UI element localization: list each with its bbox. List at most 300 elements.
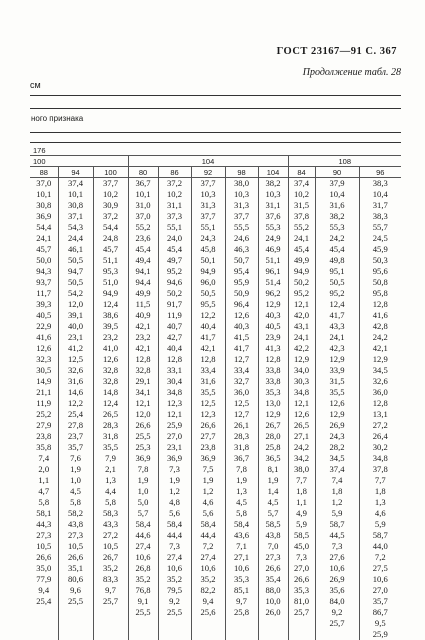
data-column bbox=[158, 178, 191, 640]
table-cell: 25,9 bbox=[360, 629, 402, 640]
table-cell: 9,4 bbox=[30, 585, 58, 596]
table-cell: 55,5 bbox=[226, 222, 258, 233]
table-cell: 35,3 bbox=[259, 387, 288, 398]
table-cell: 43,1 bbox=[289, 321, 315, 332]
table-cell: 7,0 bbox=[259, 541, 288, 552]
table-cell: 7,5 bbox=[192, 464, 225, 475]
table-cell: 26,6 bbox=[259, 563, 288, 574]
table-cell: 26,6 bbox=[129, 420, 158, 431]
table-cell: 1,3 bbox=[94, 475, 128, 486]
table-cell: 40,0 bbox=[59, 321, 93, 332]
table-cell: 43,8 bbox=[59, 519, 93, 530]
table-cell: 34,0 bbox=[289, 365, 315, 376]
table-cell: 79,5 bbox=[159, 585, 191, 596]
column-header: 100 bbox=[93, 167, 128, 178]
table-cell: 95,2 bbox=[316, 288, 359, 299]
table-cell: 11,7 bbox=[30, 288, 58, 299]
table-cell: 50,9 bbox=[226, 288, 258, 299]
table-cell: 31,0 bbox=[129, 200, 158, 211]
table-cell: 32,6 bbox=[59, 365, 93, 376]
table-cell: 82,2 bbox=[192, 585, 225, 596]
table-cell: 12,6 bbox=[226, 310, 258, 321]
table-cell: 55,3 bbox=[259, 222, 288, 233]
table-cell: 58,7 bbox=[316, 519, 359, 530]
group-header-cell: 108 bbox=[288, 156, 401, 167]
table-cell: 1,0 bbox=[129, 486, 158, 497]
table-cell: 2,0 bbox=[30, 464, 58, 475]
table-cell: 4,6 bbox=[192, 497, 225, 508]
table-cell: 7,7 bbox=[360, 475, 402, 486]
header-row-top bbox=[30, 145, 401, 156]
table-cell: 7,1 bbox=[226, 541, 258, 552]
table-cell: 12,9 bbox=[259, 409, 288, 420]
table-cell: 42,1 bbox=[129, 321, 158, 332]
table-cell: 27,7 bbox=[192, 431, 225, 442]
table-cell: 10,2 bbox=[94, 189, 128, 200]
table-cell: 50,5 bbox=[59, 277, 93, 288]
table-cell: 1,9 bbox=[259, 475, 288, 486]
table-cell: 14,8 bbox=[94, 387, 128, 398]
table-cell: 51,0 bbox=[94, 277, 128, 288]
table-cell: 26,7 bbox=[259, 420, 288, 431]
table-cell: 28,0 bbox=[259, 431, 288, 442]
table-cell: 42,2 bbox=[289, 343, 315, 354]
table-cell: 7,8 bbox=[129, 464, 158, 475]
table-cell: 25,4 bbox=[59, 409, 93, 420]
table-cell: 27,1 bbox=[289, 431, 315, 442]
table-cell: 12,5 bbox=[192, 398, 225, 409]
table-cell: 36,9 bbox=[159, 453, 191, 464]
table-cell: 35,2 bbox=[192, 574, 225, 585]
table-cell: 9,7 bbox=[94, 585, 128, 596]
table-cell: 37,7 bbox=[94, 178, 128, 189]
table-cell: 4,4 bbox=[94, 486, 128, 497]
table-cell: 37,7 bbox=[192, 211, 225, 222]
table-cell: 44,6 bbox=[129, 530, 158, 541]
table-cell: 40,7 bbox=[159, 321, 191, 332]
table-cell: 24,1 bbox=[316, 332, 359, 343]
table-cell: 35,5 bbox=[316, 387, 359, 398]
table-cell: 12,0 bbox=[129, 409, 158, 420]
table-cell: 26,5 bbox=[94, 409, 128, 420]
table-cell: 24,3 bbox=[192, 233, 225, 244]
column-header: 92 bbox=[191, 167, 225, 178]
table-cell: 58,5 bbox=[289, 530, 315, 541]
table-cell: 55,1 bbox=[192, 222, 225, 233]
table-cell: 12,2 bbox=[192, 310, 225, 321]
table-cell: 1,8 bbox=[316, 486, 359, 497]
table-cell: 54,3 bbox=[59, 222, 93, 233]
table-cell: 31,7 bbox=[360, 200, 402, 211]
table-cell: 94,3 bbox=[30, 266, 58, 277]
table-cell: 55,2 bbox=[289, 222, 315, 233]
table-cell: 81,0 bbox=[289, 596, 315, 607]
table-cell: 10,3 bbox=[192, 189, 225, 200]
table-cell: 94,4 bbox=[129, 277, 158, 288]
table-cell: 38,3 bbox=[360, 178, 402, 189]
column-header: 84 bbox=[288, 167, 315, 178]
rule-line bbox=[30, 132, 401, 133]
table-cell: 58,5 bbox=[259, 519, 288, 530]
column-header: 104 bbox=[258, 167, 288, 178]
table-cell: 23,2 bbox=[94, 332, 128, 343]
table-cell: 9,7 bbox=[226, 596, 258, 607]
table-cell: 28,3 bbox=[94, 420, 128, 431]
table-cell: 35,4 bbox=[259, 574, 288, 585]
table-cell: 10,6 bbox=[192, 563, 225, 574]
table-cell: 94,9 bbox=[289, 266, 315, 277]
table-cell: 55,3 bbox=[316, 222, 359, 233]
table-cell: 12,2 bbox=[59, 398, 93, 409]
table-cell: 43,3 bbox=[316, 321, 359, 332]
table-cell: 25,3 bbox=[129, 442, 158, 453]
table-cell: 44,5 bbox=[316, 530, 359, 541]
table-cell: 24,1 bbox=[289, 233, 315, 244]
table-cell: 24,0 bbox=[159, 233, 191, 244]
table-cell: 38,2 bbox=[259, 178, 288, 189]
table-cell: 10,5 bbox=[30, 541, 58, 552]
table-cell: 27,3 bbox=[59, 530, 93, 541]
table-cell: 32,7 bbox=[226, 376, 258, 387]
data-column bbox=[93, 178, 128, 640]
table-cell: 24,1 bbox=[30, 233, 58, 244]
table-cell: 12,4 bbox=[316, 299, 359, 310]
table-cell: 27,2 bbox=[94, 530, 128, 541]
table-cell: 27,0 bbox=[159, 431, 191, 442]
table-cell: 45,4 bbox=[316, 244, 359, 255]
table-cell: 1,8 bbox=[360, 486, 402, 497]
table-cell: 5,9 bbox=[360, 519, 402, 530]
table-cell: 42,1 bbox=[129, 343, 158, 354]
table-cell: 25,5 bbox=[129, 607, 158, 618]
table-cell: 37,7 bbox=[192, 178, 225, 189]
table-cell: 45,9 bbox=[360, 244, 402, 255]
subheader-text: ного признака bbox=[31, 114, 83, 123]
table-cell: 96,2 bbox=[259, 288, 288, 299]
column-header: 86 bbox=[158, 167, 191, 178]
data-row bbox=[30, 178, 401, 640]
table-cell: 26,6 bbox=[59, 552, 93, 563]
table-cell: 31,6 bbox=[192, 376, 225, 387]
table-cell: 77,9 bbox=[30, 574, 58, 585]
table-cell: 31,8 bbox=[226, 442, 258, 453]
table-cell: 95,1 bbox=[316, 266, 359, 277]
table-cell: 10,4 bbox=[316, 189, 359, 200]
table-cell: 94,1 bbox=[129, 266, 158, 277]
table-cell: 23,2 bbox=[129, 332, 158, 343]
table-cell: 35,5 bbox=[192, 387, 225, 398]
table-cell: 37,8 bbox=[289, 211, 315, 222]
data-column bbox=[225, 178, 258, 640]
table-cell: 35,0 bbox=[30, 563, 58, 574]
table-cell: 42,8 bbox=[360, 321, 402, 332]
table-cell: 96,1 bbox=[259, 266, 288, 277]
table-cell: 45,0 bbox=[289, 541, 315, 552]
table-cell: 24,9 bbox=[259, 233, 288, 244]
table-cell: 41,7 bbox=[192, 332, 225, 343]
table-cell: 12,4 bbox=[94, 299, 128, 310]
table-cell: 10,1 bbox=[129, 189, 158, 200]
table-cell: 10,3 bbox=[259, 189, 288, 200]
table-cell: 34,1 bbox=[129, 387, 158, 398]
table-cell: 36,9 bbox=[129, 453, 158, 464]
table-cell: 25,8 bbox=[226, 607, 258, 618]
table-cell: 26,6 bbox=[289, 574, 315, 585]
table-cell: 10,6 bbox=[360, 574, 402, 585]
data-column bbox=[258, 178, 288, 640]
table-cell: 10,4 bbox=[360, 189, 402, 200]
table-cell: 43,6 bbox=[226, 530, 258, 541]
table-cell: 1,9 bbox=[159, 475, 191, 486]
table-cell: 25,5 bbox=[159, 607, 191, 618]
table-cell: 94,9 bbox=[94, 288, 128, 299]
table-cell: 5,8 bbox=[226, 508, 258, 519]
table-cell: 33,4 bbox=[192, 365, 225, 376]
table-cell: 26,9 bbox=[316, 574, 359, 585]
table-cell: 95,5 bbox=[192, 299, 225, 310]
table-cell: 54,4 bbox=[94, 222, 128, 233]
table-cell: 26,5 bbox=[289, 420, 315, 431]
table-cell: 33,8 bbox=[259, 376, 288, 387]
table-cell: 25,5 bbox=[59, 596, 93, 607]
table-cell: 38,6 bbox=[94, 310, 128, 321]
column-header: 94 bbox=[58, 167, 93, 178]
table-cell: 2,1 bbox=[94, 464, 128, 475]
group-header-cell: 100 bbox=[30, 156, 128, 167]
table-cell: 96,0 bbox=[192, 277, 225, 288]
table-cell: 35,3 bbox=[289, 585, 315, 596]
table-cell: 7,2 bbox=[360, 552, 402, 563]
table-cell: 41,3 bbox=[259, 343, 288, 354]
table-cell: 35,6 bbox=[316, 585, 359, 596]
table-cell: 40,4 bbox=[192, 321, 225, 332]
table-cell: 41,7 bbox=[226, 343, 258, 354]
table-cell: 38,0 bbox=[289, 464, 315, 475]
table-cell: 36,9 bbox=[192, 453, 225, 464]
table-cell: 44,4 bbox=[159, 530, 191, 541]
table-cell: 95,2 bbox=[159, 266, 191, 277]
table-cell: 36,5 bbox=[259, 453, 288, 464]
table-cell: 12,6 bbox=[289, 409, 315, 420]
table-cell: 37,4 bbox=[59, 178, 93, 189]
table-cell: 12,0 bbox=[59, 299, 93, 310]
table-cell: 35,2 bbox=[129, 574, 158, 585]
table-cell: 45,4 bbox=[129, 244, 158, 255]
table-cell: 43,8 bbox=[259, 530, 288, 541]
table-cell: 46,3 bbox=[226, 244, 258, 255]
table-cell: 12,6 bbox=[316, 398, 359, 409]
table-cell: 27,6 bbox=[316, 552, 359, 563]
table-cell: 10,5 bbox=[94, 541, 128, 552]
table-cell: 41,0 bbox=[94, 343, 128, 354]
table-cell: 30,8 bbox=[59, 200, 93, 211]
table-cell: 25,7 bbox=[316, 618, 359, 629]
table-cell: 31,3 bbox=[226, 200, 258, 211]
table-cell: 10,6 bbox=[129, 552, 158, 563]
table-cell: 37,0 bbox=[129, 211, 158, 222]
table-cell: 5,9 bbox=[289, 519, 315, 530]
rule-line bbox=[30, 95, 401, 96]
table-cell: 83,3 bbox=[94, 574, 128, 585]
table-cell: 39,3 bbox=[30, 299, 58, 310]
table-cell: 9,1 bbox=[129, 596, 158, 607]
table-cell: 5,7 bbox=[259, 508, 288, 519]
table-cell: 49,8 bbox=[316, 255, 359, 266]
table-cell: 35,2 bbox=[159, 574, 191, 585]
table-cell: 42,3 bbox=[316, 343, 359, 354]
table-cell: 36,0 bbox=[360, 387, 402, 398]
table-cell: 45,7 bbox=[30, 244, 58, 255]
table-cell: 39,5 bbox=[94, 321, 128, 332]
table-cell: 51,4 bbox=[259, 277, 288, 288]
table-cell: 12,6 bbox=[94, 354, 128, 365]
table-cell: 36,7 bbox=[129, 178, 158, 189]
table-cell: 27,3 bbox=[259, 552, 288, 563]
table-cell: 55,7 bbox=[360, 222, 402, 233]
table-cell: 58,2 bbox=[59, 508, 93, 519]
table-cell: 12,7 bbox=[226, 409, 258, 420]
table-cell: 35,5 bbox=[94, 442, 128, 453]
table-cell: 25,6 bbox=[192, 607, 225, 618]
table-cell: 10,2 bbox=[289, 189, 315, 200]
table-cell: 4,5 bbox=[259, 497, 288, 508]
column-header: 96 bbox=[359, 167, 401, 178]
table-cell: 50,5 bbox=[59, 255, 93, 266]
table-cell: 95,8 bbox=[360, 288, 402, 299]
table-cell: 12,5 bbox=[226, 398, 258, 409]
table-cell: 1,3 bbox=[226, 486, 258, 497]
table-cell: 23,9 bbox=[259, 332, 288, 343]
data-column bbox=[128, 178, 158, 640]
table-cell: 35,3 bbox=[226, 574, 258, 585]
table-cell: 37,0 bbox=[30, 178, 58, 189]
table-cell: 37,1 bbox=[59, 211, 93, 222]
table-cell: 33,1 bbox=[159, 365, 191, 376]
table-cell: 7,4 bbox=[30, 453, 58, 464]
table-cell: 1,9 bbox=[192, 475, 225, 486]
table-cell: 1,0 bbox=[59, 475, 93, 486]
table-cell: 46,9 bbox=[259, 244, 288, 255]
table-cell: 23,8 bbox=[30, 431, 58, 442]
table-cell: 14,9 bbox=[30, 376, 58, 387]
table-cell: 23,1 bbox=[159, 442, 191, 453]
table-cell: 55,2 bbox=[129, 222, 158, 233]
table-cell: 1,9 bbox=[59, 464, 93, 475]
table-cell: 12,1 bbox=[159, 409, 191, 420]
table-cell: 12,8 bbox=[360, 398, 402, 409]
table-cell: 25,5 bbox=[129, 431, 158, 442]
table-cell: 50,8 bbox=[360, 277, 402, 288]
table-cell: 12,1 bbox=[289, 398, 315, 409]
table-cell: 27,3 bbox=[30, 530, 58, 541]
table-cell: 23,6 bbox=[129, 233, 158, 244]
table-cell: 26,8 bbox=[129, 563, 158, 574]
table-cell: 34,8 bbox=[159, 387, 191, 398]
table-cell: 37,3 bbox=[159, 211, 191, 222]
table-cell: 40,5 bbox=[30, 310, 58, 321]
table-cell: 37,2 bbox=[94, 211, 128, 222]
header-row-groups bbox=[30, 156, 401, 167]
table-cell: 24,8 bbox=[94, 233, 128, 244]
table-cell: 37,4 bbox=[289, 178, 315, 189]
table-cell: 95,4 bbox=[226, 266, 258, 277]
table-cell: 13,1 bbox=[360, 409, 402, 420]
table-cell: 40,5 bbox=[259, 321, 288, 332]
table-cell: 7,2 bbox=[192, 541, 225, 552]
table-cell: 32,3 bbox=[30, 354, 58, 365]
table-cell: 26,9 bbox=[316, 420, 359, 431]
table-cell: 24,1 bbox=[289, 332, 315, 343]
table-cell: 36,7 bbox=[226, 453, 258, 464]
table-cell: 50,5 bbox=[192, 288, 225, 299]
table-cell: 37,2 bbox=[159, 178, 191, 189]
table-cell: 93,7 bbox=[30, 277, 58, 288]
table-cell: 58,4 bbox=[159, 519, 191, 530]
table-cell: 50,7 bbox=[226, 255, 258, 266]
table-cell: 34,5 bbox=[360, 365, 402, 376]
table-cell: 31,6 bbox=[59, 376, 93, 387]
table-cell: 11,9 bbox=[159, 310, 191, 321]
table-cell: 12,3 bbox=[159, 398, 191, 409]
table-cell: 76,8 bbox=[129, 585, 158, 596]
table-cell: 1,2 bbox=[159, 486, 191, 497]
table-cell: 40,4 bbox=[159, 343, 191, 354]
table-cell: 25,8 bbox=[259, 442, 288, 453]
table-cell: 49,9 bbox=[129, 288, 158, 299]
table-cell: 37,7 bbox=[226, 211, 258, 222]
table-cell: 88,0 bbox=[259, 585, 288, 596]
table-cell: 36,9 bbox=[30, 211, 58, 222]
table-cell: 51,1 bbox=[259, 255, 288, 266]
table-cell: 7,9 bbox=[94, 453, 128, 464]
header-row-columns bbox=[30, 167, 401, 178]
table-cell: 7,8 bbox=[226, 464, 258, 475]
table-cell: 1,9 bbox=[129, 475, 158, 486]
table-cell: 33,8 bbox=[259, 365, 288, 376]
table-cell: 10,3 bbox=[226, 189, 258, 200]
table-cell: 12,8 bbox=[360, 299, 402, 310]
table-cell: 24,2 bbox=[316, 233, 359, 244]
column-header: 80 bbox=[128, 167, 158, 178]
table-cell: 25,7 bbox=[94, 596, 128, 607]
table-cell: 23,8 bbox=[192, 442, 225, 453]
table-cell: 4,7 bbox=[30, 486, 58, 497]
table-cell: 55,1 bbox=[159, 222, 191, 233]
table-cell: 24,2 bbox=[360, 332, 402, 343]
table-cell: 39,1 bbox=[59, 310, 93, 321]
table-cell: 24,2 bbox=[289, 442, 315, 453]
table-cell: 49,9 bbox=[289, 255, 315, 266]
table-cell: 80,6 bbox=[59, 574, 93, 585]
table-cell: 13,0 bbox=[259, 398, 288, 409]
table-cell: 12,3 bbox=[192, 409, 225, 420]
table-cell: 22,9 bbox=[30, 321, 58, 332]
table-cell: 5,8 bbox=[30, 497, 58, 508]
table-cell: 37,6 bbox=[259, 211, 288, 222]
table-cell: 58,4 bbox=[192, 519, 225, 530]
table-cell: 30,9 bbox=[94, 200, 128, 211]
table-cell: 31,1 bbox=[159, 200, 191, 211]
table-cell: 41,2 bbox=[59, 343, 93, 354]
table-cell: 34,8 bbox=[360, 453, 402, 464]
table-cell: 25,9 bbox=[159, 420, 191, 431]
table-cell: 96,4 bbox=[226, 299, 258, 310]
rule-line bbox=[30, 108, 401, 109]
table-cell: 7,7 bbox=[289, 475, 315, 486]
table-cell: 35,1 bbox=[59, 563, 93, 574]
table-cell: 30,3 bbox=[289, 376, 315, 387]
table-cell: 50,2 bbox=[159, 288, 191, 299]
